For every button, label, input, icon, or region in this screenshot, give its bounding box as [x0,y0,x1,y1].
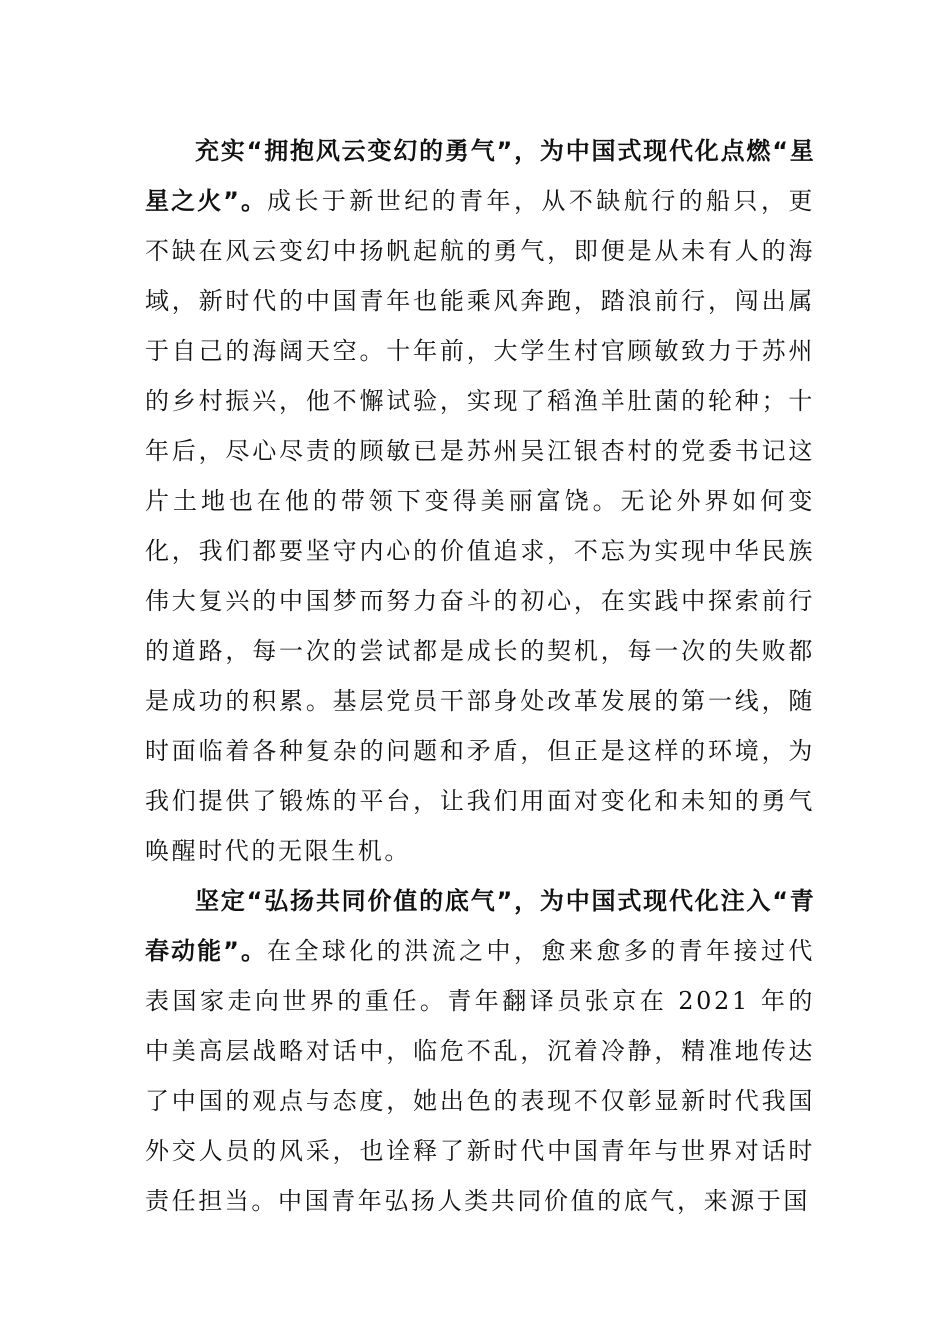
paragraph-body-text: 成长于新世纪的青年，从不缺航行的船只，更不缺在风云变幻中扬帆起航的勇气，即便是从未有人的海域，新时代的中国青年也能乘风奔跑，踏浪前行，闯出属于自己的海阔天空。十年前，大学生村官顾敏致力于苏州的乡村振兴，他不懈试验，实现了稻渔羊肚菌的轮种；十年后，尽心尽责的顾敏已是苏州吴江银杏村的党委书记这片土地也在他的带领下变得美丽富饶。无论外界如何变化，我们都要坚守内心的价值追求，不忘为实现中华民族伟大复兴的中国梦而努力奋斗的初心，在实践中探索前行的道路，每一次的尝试都是成长的契机，每一次的失败都是成功的积累。基层党员干部身处改革发展的第一线，随时面临着各种复杂的问题和矛盾，但正是这样的环境，为我们提供了锻炼的平台，让我们用面对变化和未知的勇气唤醒时代的无限生机。 [145,187,816,865]
paragraph-confidence [145,876,815,1226]
paragraph-courage [145,126,815,876]
paragraph-lead-sentence: 充实“拥抱风云变幻的勇气”，为中国式现代化点燃“星星之火”。 [145,137,815,215]
paragraph-lead-sentence: 坚定“弘扬共同价值的底气”，为中国式现代化注入“青春动能”。 [145,887,815,965]
document-body [145,126,815,1226]
paragraph-body-text: 在全球化的洪流之中，愈来愈多的青年接过代表国家走向世界的重任。青年翻译员张京在 2021 年的中美高层战略对话中，临危不乱，沉着冷静，精准地传达了中国的观点与态度，她出色的表现不仅彰显新时代我国外交人员的风采，也诠释了新时代中国青年与世界对话时责任担当。中国青年弘扬人类共同价值的底气，来源于国 [145,937,816,1215]
